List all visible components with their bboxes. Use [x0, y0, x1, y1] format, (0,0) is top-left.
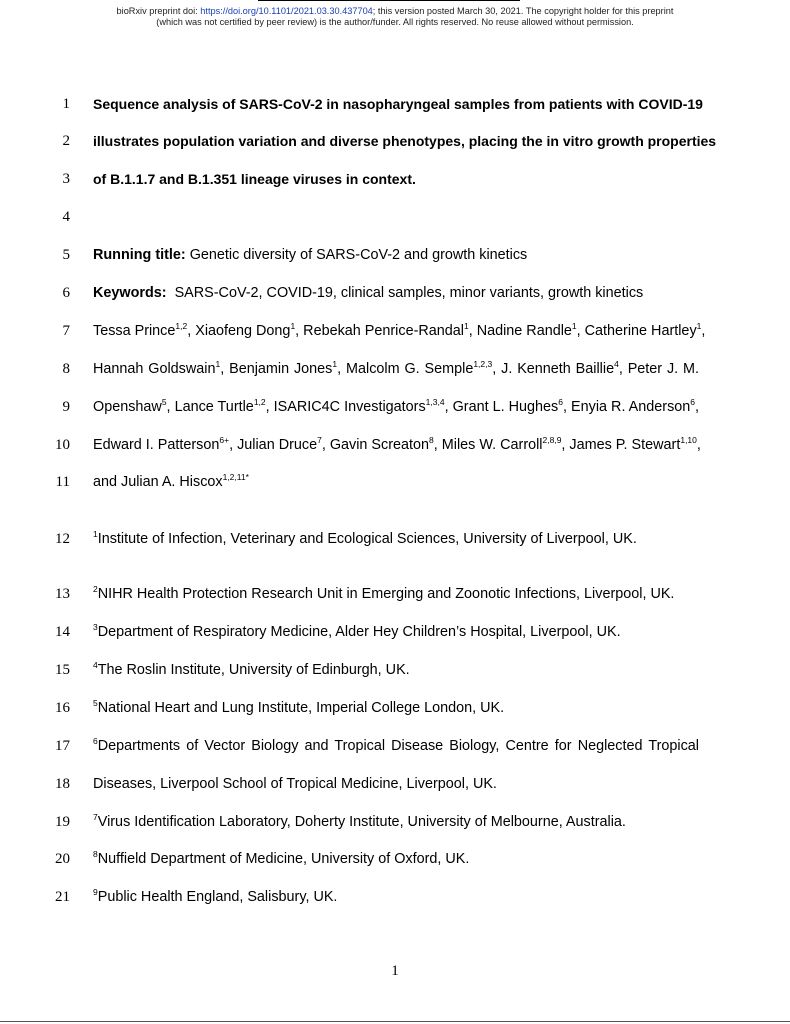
title-line-1: Sequence analysis of SARS-CoV-2 in nasopharyngeal samples from patients with COVID-19: [93, 96, 703, 112]
keywords-text: SARS-CoV-2, COVID-19, clinical samples, minor variants, growth kinetics: [166, 285, 644, 301]
author: Miles W. Carroll$^{2,8,9}$,: [441, 435, 566, 453]
line-number: 6: [62, 285, 70, 301]
manuscript-line-12: [0, 529, 790, 549]
line-number: 7: [62, 323, 70, 339]
author: Lance Turtle$^{1,2}$,: [174, 397, 270, 415]
preprint-header: [0, 6, 790, 28]
running-title: [93, 245, 699, 265]
line-number: 21: [55, 889, 70, 905]
line-number: 8: [62, 361, 70, 377]
line-number: 3: [62, 171, 70, 187]
author: James P. Stewart$^{1,10}$,: [569, 435, 701, 453]
affiliation-2: $^2$NIHR Health Protection Research Unit in Emerging and Zoonotic Infections, Liverpool, UK.: [93, 584, 675, 602]
page-number: 1: [391, 963, 399, 979]
manuscript-line-1: [0, 94, 790, 114]
line-number: 15: [55, 662, 70, 678]
author-partial: Peter J. M.: [627, 361, 700, 377]
line-number: 19: [55, 814, 70, 830]
manuscript-line-6: [0, 283, 790, 303]
manuscript-line-5: [0, 245, 790, 265]
author: Enyia R. Anderson$^6$,: [571, 397, 700, 415]
manuscript-line-16: [0, 698, 790, 718]
header-prefix: bioRxiv preprint doi:: [116, 6, 201, 16]
keywords-label: Keywords:: [93, 285, 167, 301]
author: Malcolm G. Semple$^{1,2,3}$,: [346, 359, 497, 377]
title-line-3: of B.1.1.7 and B.1.351 lineage viruses in context.: [93, 171, 416, 187]
manuscript-line-14: [0, 622, 790, 642]
line-number: 10: [55, 437, 70, 453]
author: Nadine Randle$^1$,: [476, 321, 581, 339]
author: Tessa Prince$^{1,2}$,: [93, 321, 192, 339]
manuscript-line-17: [0, 736, 790, 756]
affiliation-6: $^6$Departments of Vector Biology and Tropical Disease Biology, Centre for Neglected Tropical: [93, 736, 699, 754]
author: J. Kenneth Baillie$^4$,: [501, 359, 623, 377]
affiliation-9: $^9$Public Health England, Salisbury, UK.: [93, 887, 338, 905]
manuscript-line-13: [0, 584, 790, 604]
author: Edward I. Patterson$^{6+}$,: [93, 435, 234, 453]
manuscript-line-3: [0, 169, 790, 189]
header-line-2: (which was not certified by peer review) is the author/funder. All rights reserved. No reuse allowed without permission.: [156, 17, 634, 27]
author: ISARIC4C Investigators$^{1,3,4}$,: [273, 397, 449, 415]
line-number: 4: [62, 209, 70, 225]
affiliation-5: $^5$National Heart and Lung Institute, Imperial College London, UK.: [93, 698, 505, 716]
manuscript-line-21: [0, 887, 790, 907]
line-number: 5: [62, 247, 70, 263]
line-number: 16: [55, 700, 70, 716]
authors-line-2: [93, 359, 699, 379]
running-title-label: Running title:: [93, 247, 186, 263]
manuscript-line-7: [0, 321, 790, 341]
affiliation-8: $^8$Nuffield Department of Medicine, University of Oxford, UK.: [93, 849, 470, 867]
author: Gavin Screaton$^8$,: [329, 435, 438, 453]
authors-line-4: [93, 435, 699, 455]
line-number: 12: [55, 531, 70, 547]
authors-line-3: [93, 397, 699, 417]
line-number: 13: [55, 586, 70, 602]
manuscript-line-18: [0, 774, 790, 794]
header-top-rule: [258, 0, 520, 1]
running-title-text: Genetic diversity of SARS-CoV-2 and growth kinetics: [185, 247, 528, 263]
author: Rebekah Penrice-Randal$^1$,: [303, 321, 473, 339]
line-number: 9: [62, 399, 70, 415]
line-number: 18: [55, 776, 70, 792]
affiliation-6-continued: Diseases, Liverpool School of Tropical Medicine, Liverpool, UK.: [93, 776, 497, 792]
keywords: [93, 283, 699, 303]
line-number: 17: [55, 738, 70, 754]
author: Catherine Hartley$^1$,: [584, 321, 706, 339]
author: Hannah Goldswain$^1$,: [93, 359, 225, 377]
header-line1-rest: ; this version posted March 30, 2021. The copyright holder for this preprint: [372, 6, 674, 16]
bottom-rule: [0, 1021, 790, 1022]
title-line-2: illustrates population variation and diverse phenotypes, placing the in vitro growth properties: [93, 133, 717, 149]
manuscript-line-11: [0, 472, 790, 492]
manuscript-line-15: [0, 660, 790, 680]
line-number: 11: [55, 474, 70, 490]
manuscript-line-19: [0, 812, 790, 832]
authors-line-5: and Julian A. Hiscox$^{1,2,11*}$: [93, 472, 249, 490]
affiliation-3: $^3$Department of Respiratory Medicine, Alder Hey Children’s Hospital, Liverpool, UK.: [93, 622, 621, 640]
header-line-1: [0, 6, 790, 17]
manuscript-line-4: [0, 207, 790, 227]
affiliation-7: $^7$Virus Identification Laboratory, Doherty Institute, University of Melbourne, Australia.: [93, 812, 626, 830]
author: Benjamin Jones$^1$,: [229, 359, 342, 377]
line-number: 14: [55, 624, 70, 640]
author: Grant L. Hughes$^6$,: [452, 397, 567, 415]
line-number: 20: [55, 851, 70, 867]
manuscript-line-9: [0, 397, 790, 417]
line-number: 1: [62, 96, 70, 112]
manuscript-line-8: [0, 359, 790, 379]
affiliation-1: $^1$Institute of Infection, Veterinary and Ecological Sciences, University of Liverpool, UK.: [93, 529, 637, 547]
line-number: 2: [62, 133, 70, 149]
author: Xiaofeng Dong$^1$,: [195, 321, 300, 339]
author: Julian Druce$^7$,: [237, 435, 326, 453]
manuscript-line-10: [0, 435, 790, 455]
author: Julian A. Hiscox$^{1,2,11*}$: [121, 472, 249, 490]
authors-line-1: [93, 321, 706, 341]
doi-link[interactable]: https://doi.org/10.1101/2021.03.30.437704: [200, 6, 373, 16]
manuscript-line-2: [0, 131, 790, 151]
author-partial: Openshaw$^5$,: [93, 397, 171, 415]
affiliation-4: $^4$The Roslin Institute, University of Edinburgh, UK.: [93, 660, 410, 678]
manuscript-line-20: [0, 849, 790, 869]
